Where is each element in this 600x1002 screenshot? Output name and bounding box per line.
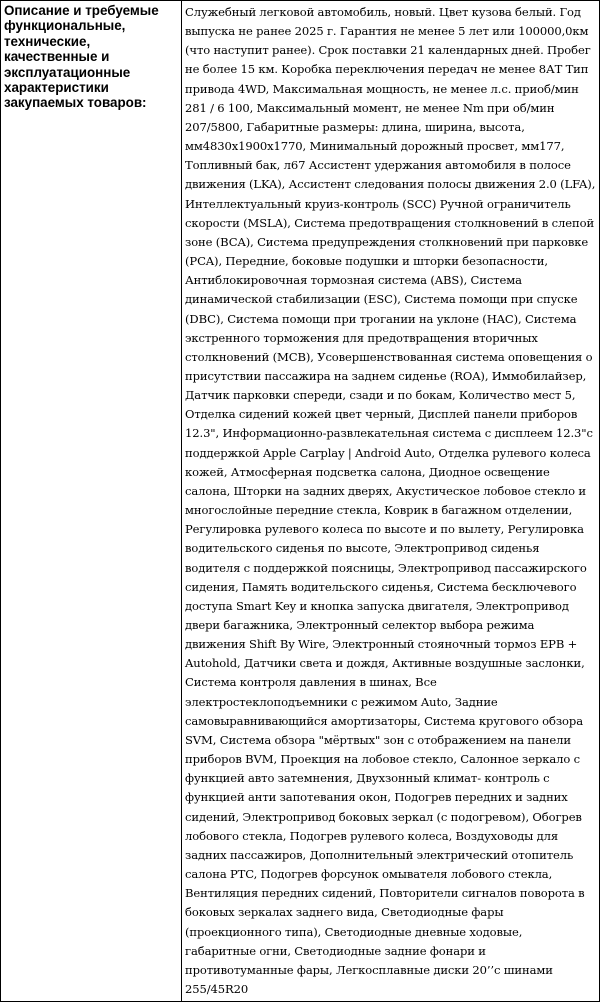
table-row: [1, 1, 600, 1002]
characteristics-description: Служебный легковой автомобиль, новый. Цвет кузова белый. Год выпуска не ранее 2025 г. Гарантия не менее 5 лет или 100000,0км (что наступит ранее). Срок поставки 21 календарных дней. Пробег не более 15 км. Коробка переключения передач не менее 8АТ Тип привода 4WD, Максимальная мощность, не менее л.с. приоб/мин 281 / 6 100, Максимальный момент, не менее Nm при об/мин 207/5800, Габаритные размеры: длина, ширина, высота, мм4830х1900х1770, Минимальный дорожный просвет, мм177, Топливный бак, л67 Ассистент удержания автомобиля в полосе движения (LKA), Ассистент следования полосы движения 2.0 (LFA), Интеллектуальный круиз-контроль (SCC) Ручной ограничитель скорости (MSLA), Система предотвращения столкновений в слепой зоне (BCA), Система предупреждения столкновений при парковке (PCA), Передние, боковые подушки и шторки безопасности, Антиблокировочная тормозная система (ABS), Система динамической стабилизации (ESC), Система помощи при спуске (DBC), Система помощи при трогании на уклоне (HAC), Система экстренного торможения для предотвращения вторичных столкновений (MCB), Усовершенствованная система оповещения о присутствии пассажира на заднем сиденье (ROA), Иммобилайзер, Датчик парковки спереди, сзади и по бокам, Количество мест 5, Отделка сидений кожей цвет черный, Дисплей панели приборов 12.3", Информационно-развлекательная система с дисплеем 12.3"с поддержкой Apple Carplay | Android Auto, Отделка рулевого колеса кожей, Атмосферная подсветка салона, Диодное освещение салона, Шторки на задних дверях, Акустическое лобовое стекло и многослойные передние стекла, Коврик в багажном отделении, Регулировка рулевого колеса по высоте и по вылету, Регулировка водительского сиденья по высоте, Электропривод сиденья водителя с поддержкой поясницы, Электропривод пассажирского сидения, Память водительского сиденья, Система бесключевого доступа Smart Key и кнопка запуска двигателя, Электропривод двери багажника, Электронный селектор выбора режима движения Shift By Wire, Электронный стояночный тормоз EPB + Autohold, Датчики света и дождя, Активные воздушные заслонки, Система контроля давления в шинах, Все электростеклоподъемники с режимом Auto, Задние самовыравнивающийся амортизаторы, Система кругового обзора SVM, Система обзора "мёртвых" зон с отображением на панели приборов BVM, Проекция на лобовое стекло, Салонное зеркало с функцией авто затемнения, Двухзонный климат- контроль с функцией анти запотевания окон, Подогрев передних и задних сидений, Электропривод боковых зеркал (с подогревом), Обогрев лобового стекла, Подогрев рулевого колеса, Воздуховоды для задних пассажиров, Дополнительный электрический отопитель салона PTC, Подогрев форсунок омывателя лобового стекла, Вентиляция передних сидений, Повторители сигналов поворота в боковых зеркалах заднего вида, Светодиодные фары (проекционного типа), Светодиодные дневные ходовые, габаритные огни, Светодиодные задние фонари и противотуманные фары, Легкосплавные диски 20’’с шинами 255/45R20: [182, 1, 600, 1002]
characteristics-label: Описание и требуемые функциональные, технические, качественные и эксплуатационные характеристики закупаемых товаров:: [1, 1, 182, 1002]
